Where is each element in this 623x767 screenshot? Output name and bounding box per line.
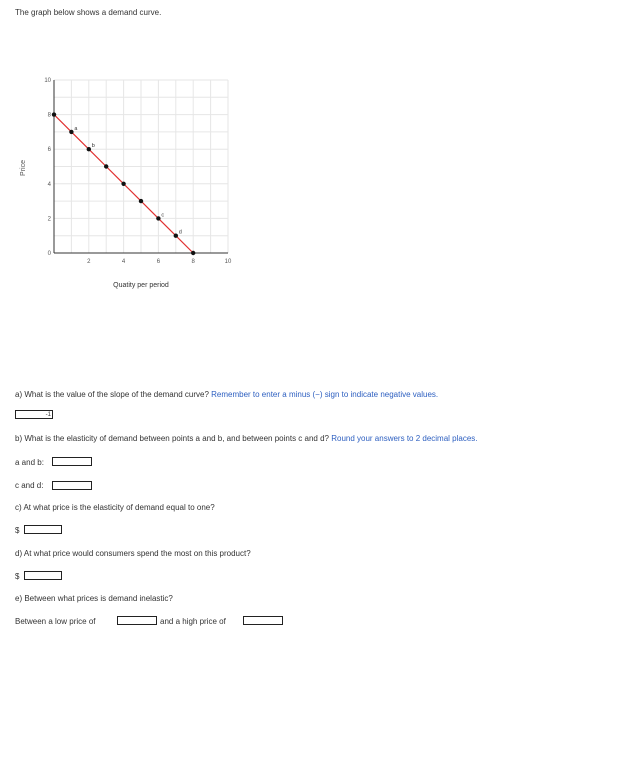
data-point: [139, 199, 143, 203]
x-tick-label: 4: [121, 259, 126, 265]
currency-symbol-c: $: [15, 526, 20, 535]
question-d-text: d) At what price would consumers spend the most on this product?: [15, 549, 251, 558]
chart-ticks: [44, 78, 232, 265]
x-tick-label: 10: [224, 259, 232, 265]
y-tick-label: 0: [47, 251, 51, 257]
slope-input[interactable]: -1: [15, 410, 53, 419]
y-tick-label: 6: [47, 147, 51, 154]
question-a: [15, 390, 438, 399]
chart-grid: [54, 80, 228, 253]
y-tick-label: 4: [47, 181, 51, 188]
unit-elastic-price-input[interactable]: [24, 525, 62, 534]
point-label-b: b: [91, 143, 95, 150]
question-a-hint: Remember to enter a minus (−) sign to indicate negative values.: [211, 390, 439, 399]
data-point: [174, 234, 178, 238]
label-c-and-d: c and d:: [15, 481, 44, 490]
demand-chart: [0, 0, 623, 300]
low-price-input[interactable]: [117, 616, 157, 625]
point-label-d: d: [178, 229, 182, 236]
y-tick-label: 10: [44, 78, 51, 84]
elasticity-ab-input[interactable]: [52, 457, 92, 466]
data-point: [104, 164, 108, 168]
data-point: [69, 130, 73, 134]
x-tick-label: 8: [191, 259, 195, 265]
data-point: [121, 182, 125, 186]
x-axis-label: Quatity per period: [113, 282, 169, 289]
data-point: [156, 216, 160, 220]
high-price-input[interactable]: [243, 616, 283, 625]
question-b-text: b) What is the elasticity of demand between points a and b, and between points c and d?: [15, 434, 329, 443]
x-tick-label: 2: [87, 259, 91, 265]
max-spending-price-input[interactable]: [24, 571, 62, 580]
question-c-text: c) At what price is the elasticity of demand equal to one?: [15, 503, 215, 512]
x-tick-label: 6: [156, 259, 161, 265]
question-b: [15, 434, 478, 443]
point-label-c: c: [161, 212, 165, 219]
point-label-a: a: [74, 125, 78, 132]
question-e-text: e) Between what prices is demand inelastic?: [15, 594, 173, 603]
y-tick-label: 2: [47, 216, 51, 223]
elasticity-cd-input[interactable]: [52, 481, 92, 490]
low-price-label: Between a low price of: [15, 617, 96, 626]
y-axis-label: Price: [20, 160, 27, 176]
data-point: [52, 112, 56, 116]
y-tick-label: 8: [47, 112, 51, 119]
currency-symbol-d: $: [15, 572, 20, 581]
data-point: [191, 251, 195, 255]
high-price-label: and a high price of: [160, 617, 226, 626]
data-point: [87, 147, 91, 151]
label-a-and-b: a and b:: [15, 458, 44, 467]
intro-text: The graph below shows a demand curve.: [15, 8, 162, 17]
question-a-text: a) What is the value of the slope of the demand curve?: [15, 390, 209, 399]
question-b-hint: Round your answers to 2 decimal places.: [331, 434, 478, 443]
